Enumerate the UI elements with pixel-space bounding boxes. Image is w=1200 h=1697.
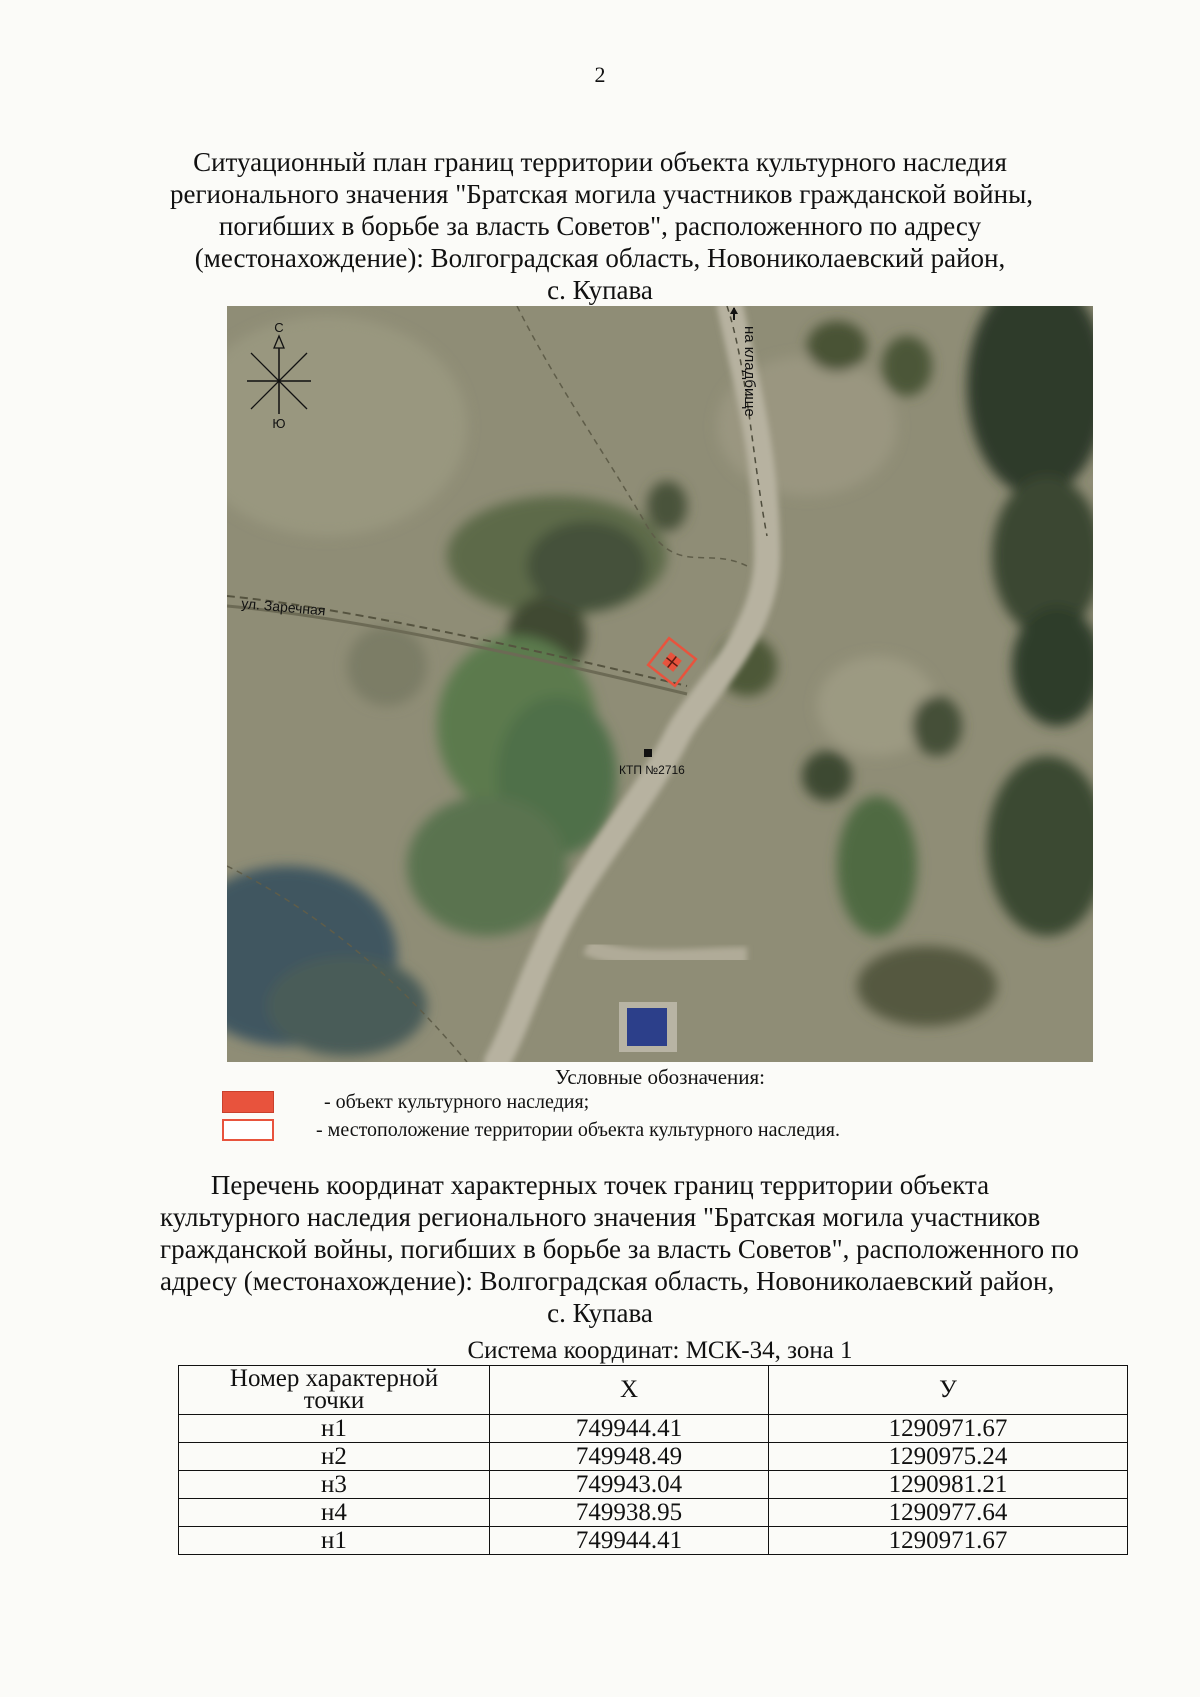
coordinates-table [178,1365,1128,1555]
cell-x: 749944.41 [490,1527,769,1555]
header-point-line2: точки [303,1387,365,1414]
cell-y: 1290975.24 [769,1443,1128,1471]
cell-y: 1290971.67 [769,1415,1128,1443]
map-image [227,306,1093,1062]
plan-title-line: регионального значения "Братская могила участников гражданской войны, [170,179,1033,209]
satellite-map [227,306,1093,1062]
compass-south-label: Ю [272,416,286,431]
legend-swatch-filled [222,1091,274,1113]
table-row [179,1471,1128,1499]
cell-x: 749943.04 [490,1471,769,1499]
cell-point: н1 [179,1415,490,1443]
table-row [179,1443,1128,1471]
legend-label: - объект культурного наследия; [324,1090,590,1113]
table-row [179,1527,1128,1555]
substation-label: КТП №2716 [619,763,685,777]
plan-title-line: (местонахождение): Волгоградская область, Новониколаевский район, [194,243,1006,273]
cell-point: н2 [179,1443,490,1471]
table-header-row [179,1366,1128,1415]
legend-item-territory [222,1118,840,1142]
plan-title-line: с. Купава [547,275,653,305]
coordinate-system-caption: Система координат: МСК-34, зона 1 [467,1337,853,1364]
cell-point: н3 [179,1471,490,1499]
page-number: 2 [594,62,606,87]
legend-item-object [222,1090,589,1114]
coordinates-list-title [160,1169,1079,1329]
header-x: X [490,1366,769,1415]
cell-y: 1290981.21 [769,1471,1128,1499]
plan-title-line: Ситуационный план границ территории объекта культурного наследия [193,147,1007,177]
cell-y: 1290977.64 [769,1499,1128,1527]
street-label: ул. Заречная [240,595,327,619]
substation-marker [644,749,652,757]
legend-heading: Условные обозначения: [554,1065,766,1089]
list-title-line: адресу (местонахождение): Волгоградская область, Новониколаевский район, [160,1266,1055,1296]
legend-swatch-outline [222,1119,274,1141]
list-title-line: гражданской войны, погибших в борьбе за власть Советов", расположенного по [160,1234,1079,1264]
road-label: на кладбище [741,326,758,417]
plan-title [170,146,1033,306]
list-title-line: культурного наследия регионального значения "Братская могила участников [160,1202,1041,1232]
cell-x: 749938.95 [490,1499,769,1527]
header-y: У [769,1366,1128,1415]
cell-x: 749944.41 [490,1415,769,1443]
header-point-line1: Номер характерной [229,1365,439,1392]
compass-north-label: С [274,320,284,335]
cell-point: н4 [179,1499,490,1527]
table-row [179,1499,1128,1527]
header-point [179,1366,490,1415]
legend-label: - местоположение территории объекта культурного наследия. [316,1118,841,1141]
cell-point: н1 [179,1527,490,1555]
list-title-line: с. Купава [547,1298,653,1328]
plan-title-line: погибших в борьбе за власть Советов", расположенного по адресу [218,211,982,241]
table-row [179,1415,1128,1443]
list-title-line: Перечень координат характерных точек границ территории объекта [210,1170,990,1200]
cell-y: 1290971.67 [769,1527,1128,1555]
cell-x: 749948.49 [490,1443,769,1471]
